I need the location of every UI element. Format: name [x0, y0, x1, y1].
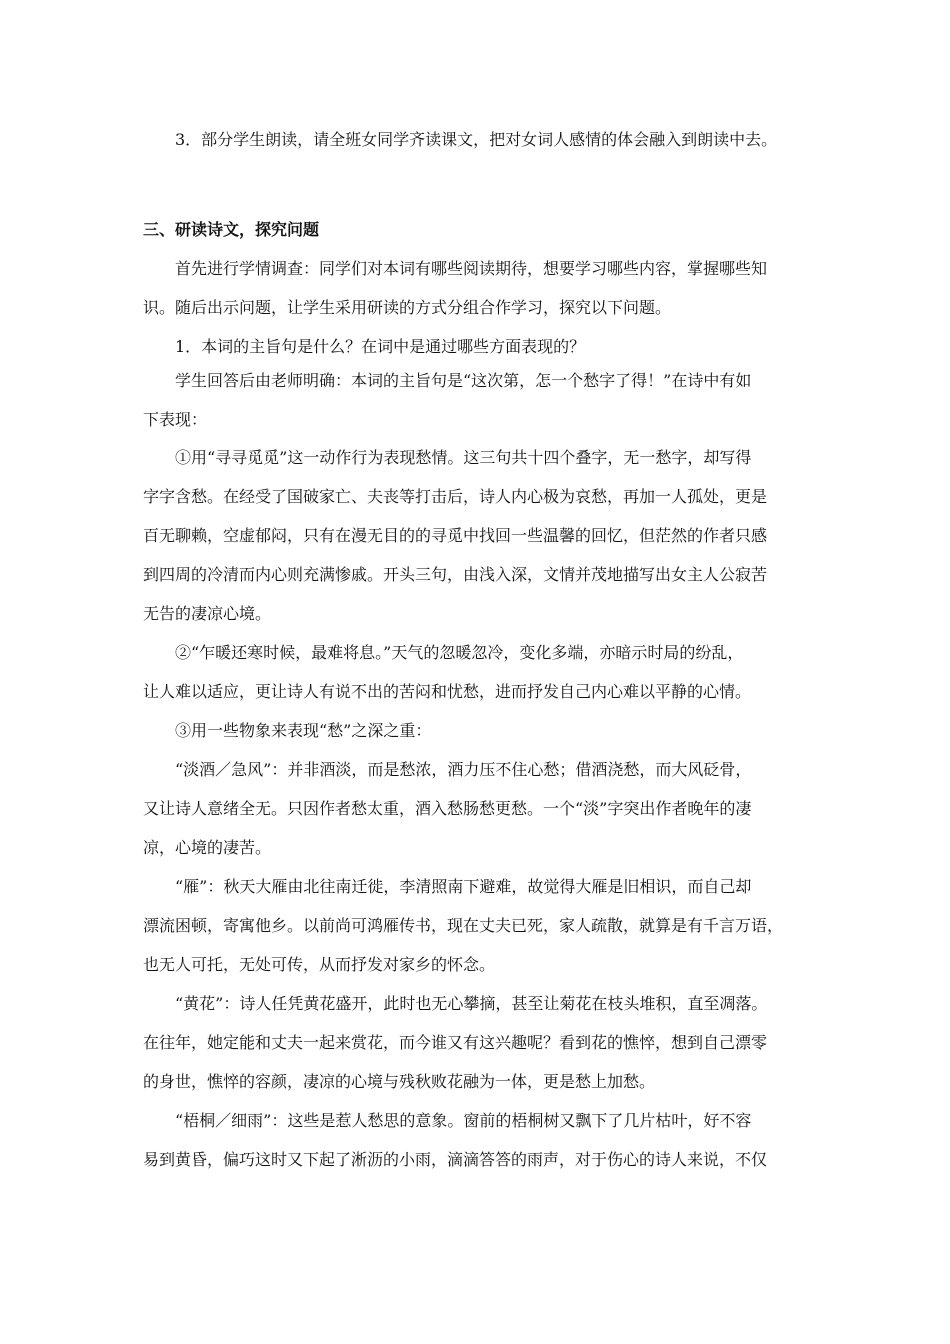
paragraph-line: 又让诗人意绪全无。只因作者愁太重，酒入愁肠愁更愁。一个“淡”字突出作者晚年的凄 — [143, 799, 752, 818]
paragraph-line: 在往年，她定能和丈夫一起来赏花，而今谁又有这兴趣呢？看到花的憔悴，想到自己漂零 — [143, 1033, 768, 1052]
paragraph-line: 无告的凄凉心境。 — [143, 604, 272, 623]
paragraph-line: “淡酒／急风”：并非酒淡，而是愁浓，酒力压不住心愁；借酒浇愁，而大风砭骨， — [175, 760, 752, 779]
paragraph-line: 到四周的冷清而内心则充满惨戚。开头三句，由浅入深，文情并茂地描写出女主人公寂苦 — [143, 565, 768, 584]
paragraph-line: 识。随后出示问题，让学生采用研读的方式分组合作学习，探究以下问题。 — [143, 298, 672, 317]
paragraph-line: 凉，心境的凄苦。 — [143, 838, 272, 857]
paragraph-line: ①用“寻寻觅觅”这一动作行为表现愁情。这三句共十四个叠字，无一愁字，却写得 — [175, 448, 752, 467]
paragraph-line: “黄花”：诗人任凭黄花盛开，此时也无心攀摘，甚至让菊花在枝头堆积，直至凋落。 — [175, 994, 768, 1013]
paragraph-line: “梧桐／细雨”：这些是惹人愁思的意象。窗前的梧桐树又飘下了几片枯叶，好不容 — [175, 1111, 752, 1130]
paragraph-line: ②“乍暖还寒时候，最难将息。”天气的忽暖忽冷，变化多端，亦暗示时局的纷乱， — [175, 643, 744, 662]
paragraph-line: ③用一些物象来表现“愁”之深之重： — [175, 721, 432, 740]
paragraph-line: 也无人可托，无处可传，从而抒发对家乡的怀念。 — [143, 955, 496, 974]
section-heading: 三、研读诗文，探究问题 — [143, 220, 320, 239]
paragraph-line: “雁”：秋天大雁由北往南迁徙，李清照南下避难，故觉得大雁是旧相识，而自己却 — [175, 877, 752, 896]
paragraph-line: 学生回答后由老师明确：本词的主旨句是“这次第，怎一个愁字了得！”在诗中有如 — [175, 371, 752, 390]
paragraph-line: 的身世，憔悴的容颜，凄凉的心境与残秋败花融为一体，更是愁上加愁。 — [143, 1072, 656, 1091]
paragraph-line: 字字含愁。在经受了国破家亡、夫丧等打击后，诗人内心极为哀愁，再加一人孤处，更是 — [143, 487, 768, 506]
paragraph-line: 让人难以适应，更让诗人有说不出的苦闷和忧愁，进而抒发自己内心难以平静的心情。 — [143, 682, 752, 701]
paragraph-line: 百无聊赖，空虚郁闷，只有在漫无目的的寻觅中找回一些温馨的回忆，但茫然的作者只感 — [143, 526, 768, 545]
paragraph-line: 易到黄昏，偏巧这时又下起了淅沥的小雨，滴滴答答的雨声，对于伤心的诗人来说，不仅 — [143, 1150, 768, 1169]
numbered-item-3: 3．部分学生朗读，请全班女同学齐读课文，把对女词人感情的体会融入到朗读中去。 — [175, 130, 778, 149]
question-1: 1．本词的主旨句是什么？在词中是通过哪些方面表现的？ — [175, 337, 586, 356]
paragraph-line: 下表现： — [143, 410, 208, 429]
paragraph-line: 首先进行学情调查：同学们对本词有哪些阅读期待，想要学习哪些内容，掌握哪些知 — [175, 259, 768, 278]
paragraph-line: 漂流困顿，寄寓他乡。以前尚可鸿雁传书，现在丈夫已死，家人疏散，就算是有千言万语， — [143, 916, 784, 935]
